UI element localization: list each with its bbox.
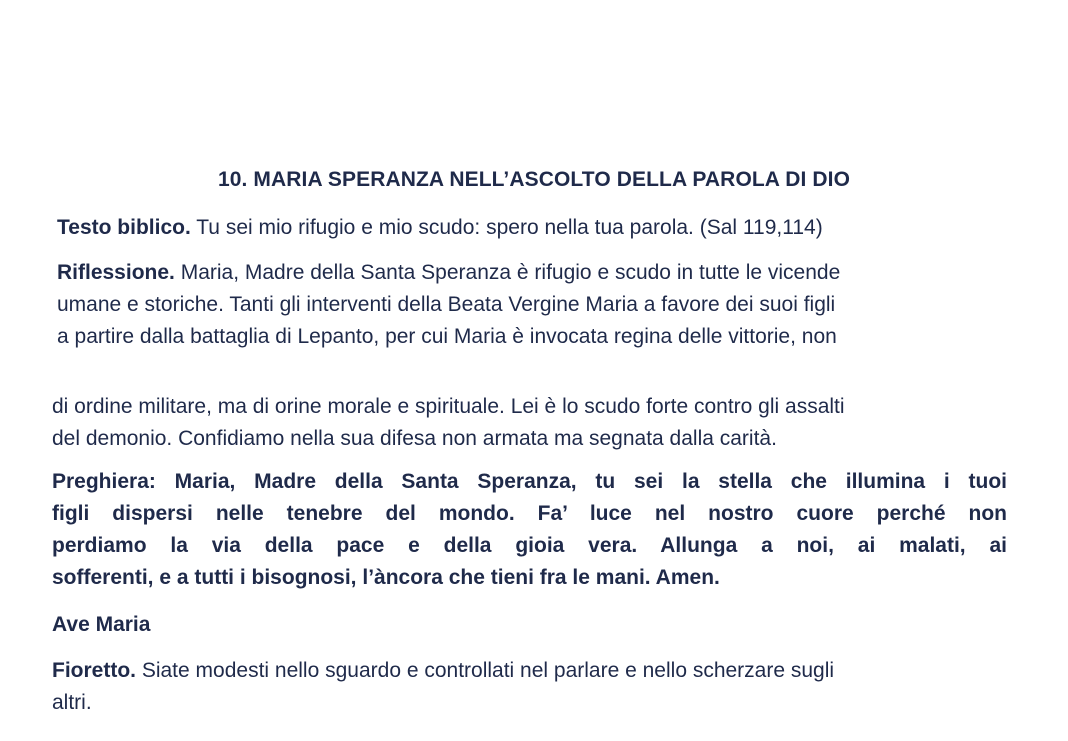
riflessione-paragraph (57, 257, 1047, 353)
fioretto-label: Fioretto. (52, 659, 136, 682)
testo-biblico-text: Tu sei mio rifugio e mio scudo: spero nella tua parola. (Sal 119,114) (190, 216, 823, 239)
riflessione-line: umane e storiche. Tanti gli interventi della Beata Vergine Maria a favore dei suoi figli (57, 293, 836, 316)
preghiera-paragraph (52, 466, 1007, 594)
preghiera-line: figli dispersi nelle tenebre del mondo. Fa’ luce nel nostro cuore perché non (52, 502, 1007, 525)
riflessione-line: a partire dalla battaglia di Lepanto, per cui Maria è invocata regina delle vittorie, non (57, 325, 837, 348)
preghiera-line: perdiamo la via della pace e della gioia vera. Allunga a noi, ai malati, ai (52, 534, 1007, 557)
fioretto-line (52, 655, 1012, 687)
preghiera-line: Preghiera: Maria, Madre della Santa Speranza, tu sei la stella che illumina i tuoi (52, 470, 1007, 493)
ave-maria: Ave Maria (52, 613, 151, 636)
testo-biblico-paragraph (57, 212, 1047, 244)
preghiera-line: sofferenti, e a tutti i bisognosi, l’àncora che tieni fra le mani. Amen. (52, 566, 720, 589)
riflessione-continuation (52, 391, 1042, 455)
riflessione-continuation-line: del demonio. Confidiamo nella sua difesa non armata ma segnata dalla carità. (52, 427, 777, 450)
fioretto-line: altri. (52, 691, 92, 714)
riflessione-text: Maria, Madre della Santa Speranza è rifugio e scudo in tutte le vicende (174, 261, 841, 284)
page-title: 10. MARIA SPERANZA NELL’ASCOLTO DELLA PAROLA DI DIO (217, 168, 850, 191)
fioretto-text: Siate modesti nello sguardo e controllati nel parlare e nello scherzare sugli (136, 659, 835, 682)
testo-biblico-line (57, 212, 1047, 244)
riflessione-continuation-line: di ordine militare, ma di orine morale e spirituale. Lei è lo scudo forte contro gli assalti (52, 395, 845, 418)
riflessione-line (57, 257, 1047, 289)
testo-biblico-label: Testo biblico. (57, 216, 191, 239)
fioretto-paragraph (52, 655, 1012, 719)
riflessione-label: Riflessione. (57, 261, 175, 284)
